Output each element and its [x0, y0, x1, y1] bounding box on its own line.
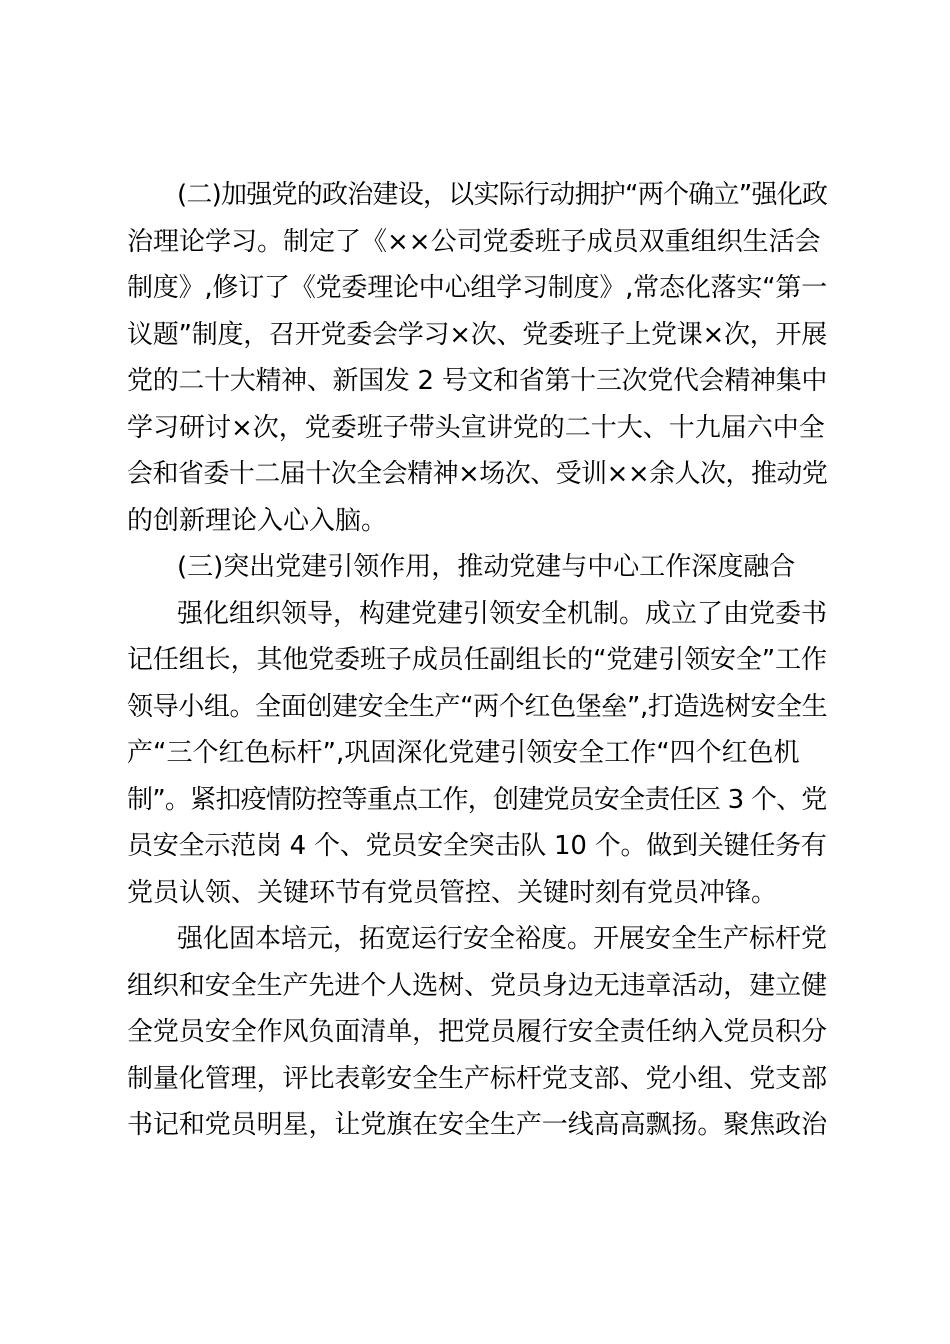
text-line: 制度》,修订了《党委理论中心组学习制度》,常态化落实“第一 — [127, 273, 827, 303]
text-line: 产“三个红色标杆”,巩固深化党建引领安全工作“四个红色机 — [127, 738, 800, 768]
text-line: 书记和党员明星，让党旗在安全生产一线高高飘扬。聚焦政治 — [127, 1110, 828, 1140]
text-line: 制”。紧扣疫情防控等重点工作，创建党员安全责任区 3 个、党 — [127, 784, 827, 815]
text-line: 党的二十大精神、新国发 2 号文和省第十三次党代会精神集中 — [127, 366, 828, 396]
text-line: 领导小组。全面创建安全生产“两个红色堡垒”,打造选树安全生 — [127, 691, 828, 722]
text-line: 议题”制度，召开党委会学习×次、党委班子上党课×次，开展 — [127, 319, 828, 350]
text-line: 党员认领、关键环节有党员管控、关键时刻有党员冲锋。 — [127, 877, 778, 908]
text-line: (二)加强党的政治建设，以实际行动拥护“两个确立”强化政 — [177, 180, 828, 210]
text-line: 强化组织领导，构建党建引领安全机制。成立了由党委书 — [177, 598, 828, 629]
text-line: (三)突出党建引领作用，推动党建与中心工作深度融合 — [177, 552, 796, 582]
text-line: 员安全示范岗 4 个、党员安全突击队 10 个。做到关键任务有 — [127, 831, 827, 861]
document-body — [127, 172, 827, 1149]
text-line: 制量化管理，评比表彰安全生产标杆党支部、党小组、党支部 — [127, 1063, 828, 1094]
text-line: 的创新理论入心入脑。 — [127, 505, 388, 536]
text-line: 治理论学习。制定了《××公司党委班子成员双重组织生活会 — [127, 226, 821, 257]
text-line: 学习研讨×次，党委班子带头宣讲党的二十大、十九届六中全 — [127, 412, 825, 443]
text-line: 组织和安全生产先进个人选树、党员身边无违章活动，建立健 — [127, 970, 828, 1001]
text-line: 记任组长，其他党委班子成员任副组长的“党建引领安全”工作 — [127, 645, 827, 675]
text-line: 会和省委十二届十次全会精神×场次、受训××余人次，推动党 — [127, 459, 828, 489]
text-line: 全党员安全作风负面清单，把党员履行安全责任纳入党员积分 — [127, 1017, 828, 1047]
text-line: 强化固本培元，拓宽运行安全裕度。开展安全生产标杆党 — [177, 924, 828, 954]
